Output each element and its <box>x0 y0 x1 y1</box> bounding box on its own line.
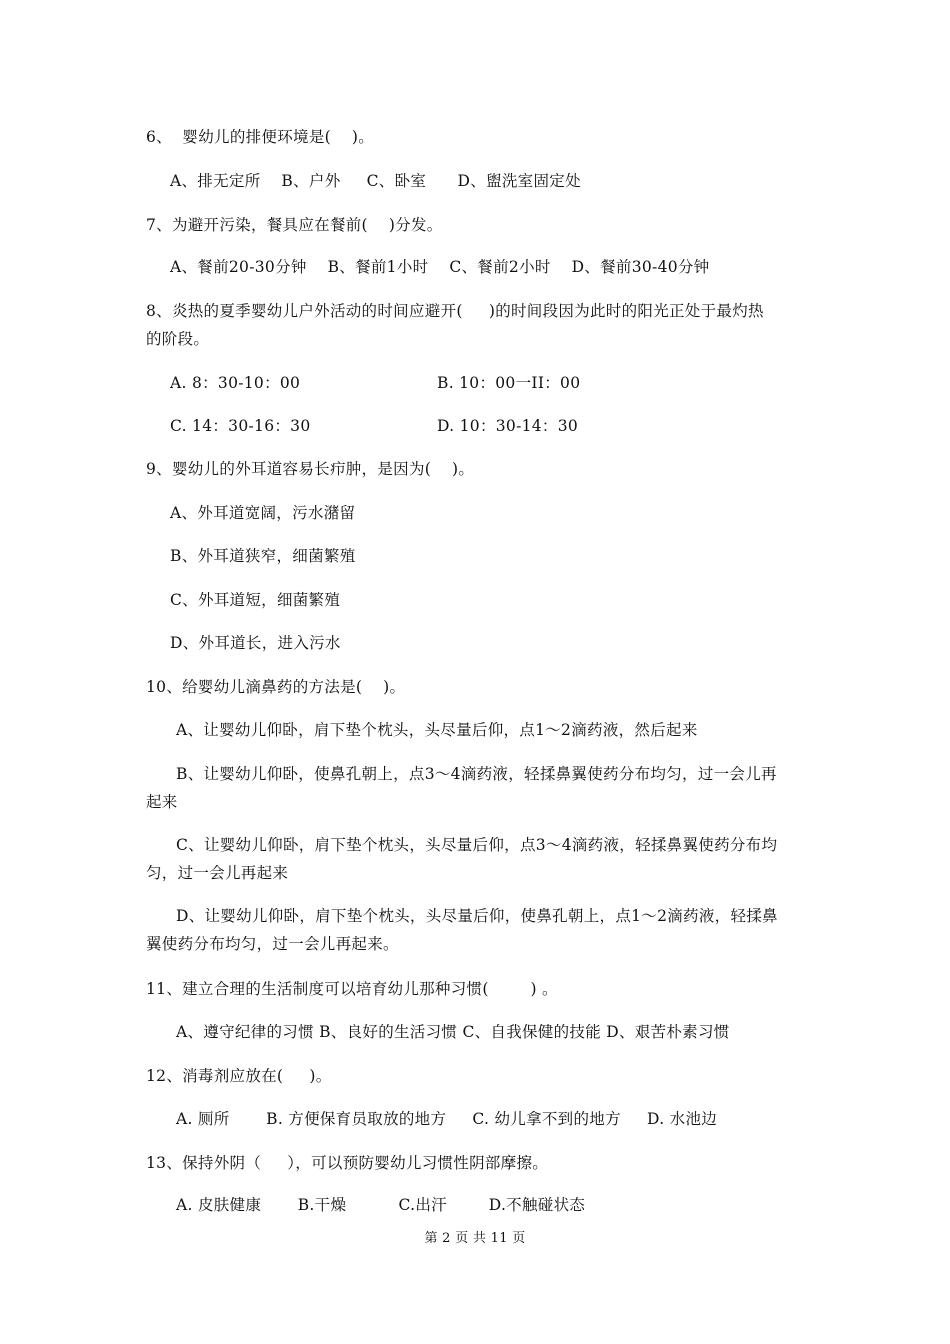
question-8-option-a: A. 8：30-10：00 <box>170 374 301 392</box>
question-10-option-c-cont: 匀，过一会儿再起来 <box>146 864 289 882</box>
question-9-option-d: D、外耳道长，进入污水 <box>170 634 341 652</box>
page-footer: 第 2 页 共 11 页 <box>424 1231 526 1246</box>
question-9-stem: 9、婴幼儿的外耳道容易长疖肿，是因为( )。 <box>146 460 475 478</box>
question-10-option-d: D、让婴幼儿仰卧，肩下垫个枕头，头尽量后仰，使鼻孔朝上，点1～2滴药液，轻揉鼻 <box>176 907 778 925</box>
question-11-options: A、遵守纪律的习惯 B、良好的生活习惯 C、自我保健的技能 D、艰苦朴素习惯 <box>176 1023 730 1041</box>
question-9-option-b: B、外耳道狭窄，细菌繁殖 <box>170 547 356 565</box>
question-10-option-a: A、让婴幼儿仰卧，肩下垫个枕头，头尽量后仰，点1～2滴药液，然后起来 <box>176 721 698 739</box>
question-7-options: A、餐前20-30分钟 B、餐前1小时 C、餐前2小时 D、餐前30-40分钟 <box>170 258 710 276</box>
question-9-option-a: A、外耳道宽阔，污水潴留 <box>170 504 356 522</box>
question-13-options: A. 皮肤健康 B.干燥 C.出汗 D.不触碰状态 <box>176 1196 586 1214</box>
question-8-stem: 8、炎热的夏季婴幼儿户外活动的时间应避开( )的时间段因为此时的阳光正处于最灼热 <box>146 302 764 320</box>
question-12-options: A. 厕所 B. 方便保育员取放的地方 C. 幼儿拿不到的地方 D. 水池边 <box>176 1110 718 1128</box>
question-10-option-b-cont: 起来 <box>146 793 178 811</box>
question-6-options: A、排无定所 B、户外 C、卧室 D、盥洗室固定处 <box>170 172 581 190</box>
question-13-stem: 13、保持外阴（ ），可以预防婴幼儿习惯性阴部摩擦。 <box>146 1154 549 1172</box>
question-8-stem-cont: 的阶段。 <box>146 330 210 348</box>
question-7-stem: 7、为避开污染，餐具应在餐前( )分发。 <box>146 216 443 234</box>
question-10-option-b: B、让婴幼儿仰卧，使鼻孔朝上，点3～4滴药液，轻揉鼻翼使药分布均匀，过一会儿再 <box>176 765 777 783</box>
question-11-stem: 11、建立合理的生活制度可以培育幼儿那种习惯( ) 。 <box>146 980 558 998</box>
question-10-option-c: C、让婴幼儿仰卧，肩下垫个枕头，头尽量后仰，点3～4滴药液，轻揉鼻翼使药分布均 <box>176 836 778 854</box>
question-8-option-b: B. 10：00一II：00 <box>437 374 581 392</box>
question-10-option-d-cont: 翼使药分布均匀，过一会儿再起来。 <box>146 935 399 953</box>
question-12-stem: 12、消毒剂应放在( )。 <box>146 1067 332 1085</box>
question-9-option-c: C、外耳道短，细菌繁殖 <box>170 591 341 609</box>
question-8-option-d: D. 10：30-14：30 <box>437 417 579 435</box>
question-8-option-c: C. 14：30-16：30 <box>170 417 311 435</box>
question-6-stem: 6、 婴幼儿的排便环境是( )。 <box>146 128 375 146</box>
question-10-stem: 10、给婴幼儿滴鼻药的方法是( )。 <box>146 678 406 696</box>
